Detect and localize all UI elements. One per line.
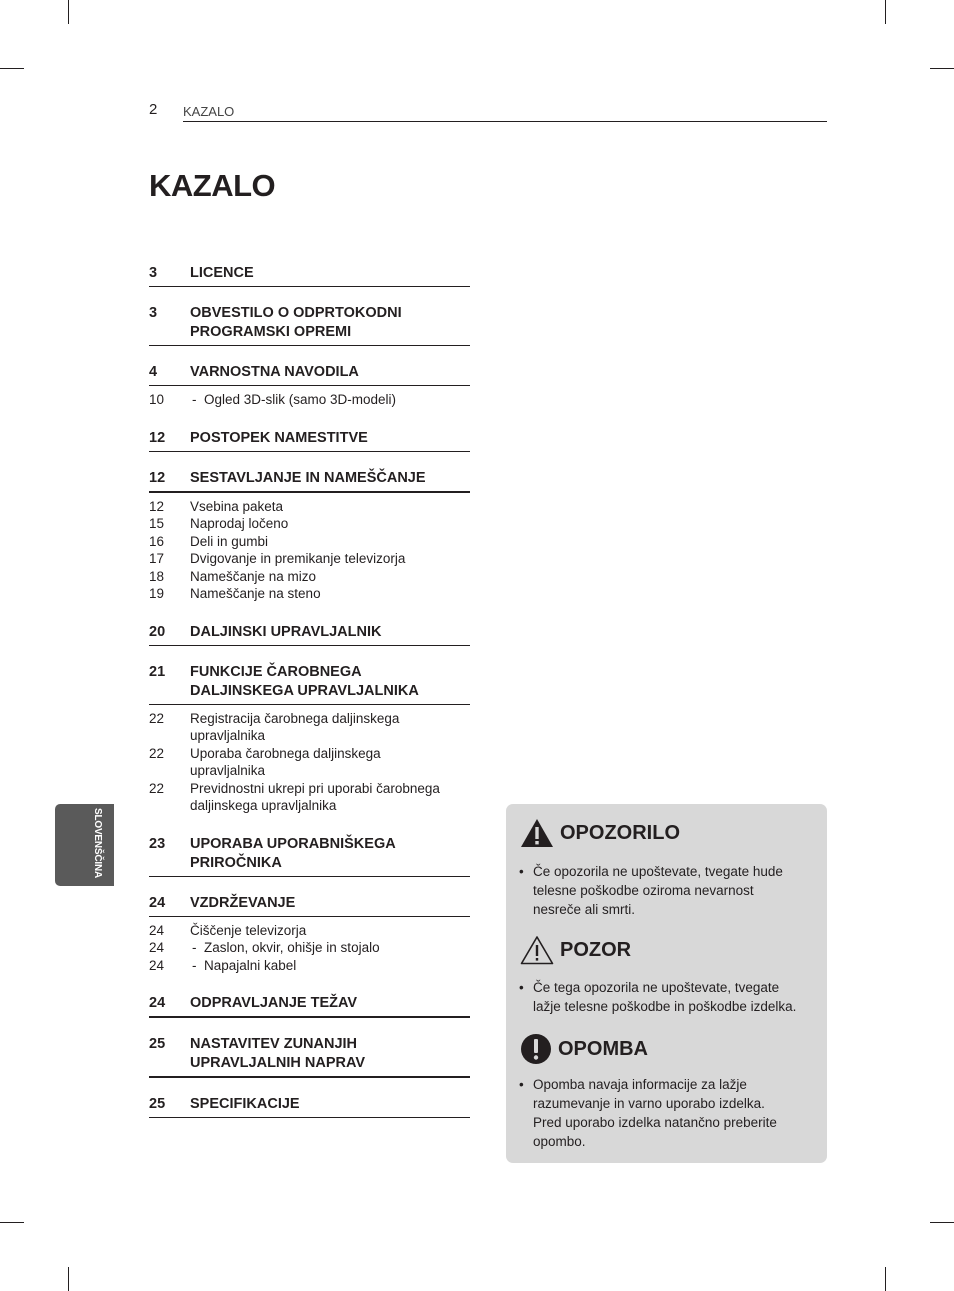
toc-label: VARNOSTNA NAVODILA — [190, 364, 359, 380]
text-line: telesne poškodbe oziroma nevarnost — [533, 883, 754, 898]
toc-label-line: Uporaba čarobnega daljinskega — [190, 745, 381, 761]
header-rule — [183, 121, 827, 122]
caution-text — [519, 978, 815, 1016]
toc-page-number: 21 — [149, 663, 166, 680]
page-number: 2 — [149, 101, 158, 118]
crop-mark — [68, 1267, 69, 1291]
toc-label — [190, 304, 470, 342]
toc-label: Deli in gumbi — [190, 533, 269, 549]
toc-label — [190, 745, 470, 780]
toc-page-number: 16 — [149, 533, 165, 549]
toc-label-line: PRIROČNIKA — [190, 854, 282, 871]
toc-label: SESTAVLJANJE IN NAMEŠČANJE — [190, 469, 426, 486]
toc-heading[interactable] — [149, 469, 470, 493]
toc-heading[interactable] — [149, 663, 470, 705]
toc-subitem[interactable] — [149, 710, 470, 745]
crop-mark — [930, 68, 954, 69]
warning-triangle-outline-icon — [520, 935, 554, 965]
note-body — [533, 1075, 777, 1151]
toc-page-number: 18 — [149, 568, 165, 584]
toc-subitem[interactable] — [149, 780, 470, 815]
toc-label: Nameščanje na steno — [190, 586, 321, 601]
toc-page-number: 10 — [149, 392, 165, 407]
toc-page-number: 24 — [149, 940, 165, 955]
toc-section[interactable] — [149, 264, 470, 287]
toc-label: SPECIFIKACIJE — [190, 1096, 300, 1112]
text-line: razumevanje in varno uporabo izdelka. — [533, 1096, 765, 1111]
toc-label-line: upravljalnika — [190, 763, 266, 778]
toc-subitem[interactable] — [149, 533, 470, 551]
warning-title: OPOZORILO — [560, 821, 680, 844]
toc-section[interactable] — [149, 994, 470, 1018]
toc-heading[interactable] — [149, 894, 470, 917]
toc-page-number: 25 — [149, 1036, 166, 1052]
note-text — [519, 1075, 815, 1151]
toc-subitem[interactable] — [149, 939, 470, 957]
toc-label-line: PROGRAMSKI OPREMI — [190, 324, 352, 340]
toc-label — [190, 710, 470, 745]
toc-section[interactable] — [149, 663, 470, 705]
toc-subitem[interactable] — [149, 550, 470, 568]
toc-page-number: 4 — [149, 364, 158, 380]
toc-heading[interactable] — [149, 1035, 470, 1078]
toc-page-number: 20 — [149, 623, 166, 640]
bullet: • — [519, 1077, 524, 1092]
toc-page-number: 12 — [149, 498, 165, 514]
language-tab-label: SLOVENŠČINA — [92, 808, 103, 879]
toc-label: POSTOPEK NAMESTITVE — [190, 429, 368, 446]
text-line: lažje telesne poškodbe in poškodbe izdelka. — [533, 999, 797, 1014]
toc-label — [190, 391, 470, 409]
toc-subitem[interactable] — [149, 391, 470, 409]
toc-heading[interactable] — [149, 429, 470, 452]
toc-label: DALJINSKI UPRAVLJALNIK — [190, 623, 382, 640]
toc-section[interactable] — [149, 623, 470, 646]
toc-subitems — [149, 498, 470, 603]
warning-body — [533, 862, 783, 919]
toc-subitem[interactable] — [149, 957, 470, 975]
warning-text — [519, 862, 815, 919]
toc-section[interactable] — [149, 1035, 470, 1078]
toc-page-number: 3 — [149, 305, 158, 321]
toc-subitems — [149, 710, 470, 815]
toc-page-number: 24 — [149, 922, 165, 938]
crop-mark — [885, 0, 886, 24]
dash-marker: - — [192, 957, 197, 973]
toc-page-number: 15 — [149, 516, 165, 531]
toc-label — [190, 957, 470, 975]
toc-label — [190, 1035, 470, 1073]
bullet: • — [519, 864, 524, 879]
toc-page-number: 24 — [149, 894, 166, 911]
toc-label — [190, 780, 470, 815]
toc-label — [190, 663, 470, 701]
toc-heading[interactable] — [149, 835, 470, 877]
toc-page-number: 25 — [149, 1096, 166, 1112]
toc-heading[interactable] — [149, 363, 470, 386]
toc-label: ODPRAVLJANJE TEŽAV — [190, 995, 358, 1011]
toc-section[interactable] — [149, 429, 470, 452]
crop-mark — [930, 1222, 954, 1223]
bullet: • — [519, 980, 524, 995]
toc-label: Čiščenje televizorja — [190, 922, 307, 938]
toc-label: LICENCE — [190, 265, 254, 281]
toc-label: VZDRŽEVANJE — [190, 894, 296, 911]
toc-page-number: 12 — [149, 469, 166, 486]
crop-mark — [885, 1267, 886, 1291]
toc-page-number: 22 — [149, 745, 165, 761]
text-line: Pred uporabo izdelka natančno preberite — [533, 1115, 777, 1130]
toc-label: Dvigovanje in premikanje televizorja — [190, 551, 406, 566]
toc-page-number: 24 — [149, 957, 165, 973]
toc-subitem[interactable] — [149, 568, 470, 586]
note-heading — [520, 1033, 648, 1065]
language-tab — [55, 804, 114, 886]
toc-page-number: 22 — [149, 710, 165, 726]
toc-label-line: Registracija čarobnega daljinskega — [190, 710, 400, 726]
table-of-contents — [149, 264, 470, 1135]
toc-label-line: UPRAVLJALNIH NAPRAV — [190, 1055, 366, 1071]
toc-label-line: DALJINSKEGA UPRAVLJALNIKA — [190, 682, 419, 699]
warning-heading — [520, 818, 680, 848]
toc-label-line: OBVESTILO O ODPRTOKODNI — [190, 305, 402, 321]
toc-label-line: upravljalnika — [190, 728, 266, 743]
toc-subitem[interactable] — [149, 745, 470, 780]
safety-notes-box — [506, 804, 827, 1163]
toc-label-line: NASTAVITEV ZUNANJIH — [190, 1036, 358, 1052]
toc-subitem[interactable] — [149, 922, 470, 940]
toc-label — [190, 939, 470, 957]
toc-section[interactable] — [149, 363, 470, 386]
crop-mark — [0, 1222, 24, 1223]
toc-label-line: UPORABA UPORABNIŠKEGA — [190, 835, 396, 852]
toc-subitem[interactable] — [149, 515, 470, 533]
toc-page-number: 23 — [149, 835, 166, 852]
toc-label-text: Zaslon, okvir, ohišje in stojalo — [204, 940, 380, 955]
toc-page-number: 24 — [149, 995, 166, 1011]
toc-page-number: 12 — [149, 429, 166, 446]
toc-section[interactable] — [149, 835, 470, 877]
toc-label-text: Napajalni kabel — [204, 957, 297, 973]
text-line: nesreče ali smrti. — [533, 902, 636, 917]
text-line: Če opozorila ne upoštevate, tvegate hude — [533, 864, 783, 879]
crop-mark — [0, 68, 24, 69]
text-line: Če tega opozorila ne upoštevate, tvegate — [533, 980, 780, 995]
toc-heading[interactable] — [149, 304, 470, 346]
toc-label — [190, 835, 470, 873]
toc-label-text: Ogled 3D-slik (samo 3D-modeli) — [204, 392, 397, 407]
running-header: KAZALO — [183, 104, 235, 119]
toc-subitems — [149, 391, 470, 409]
page-title: KAZALO — [149, 168, 276, 203]
toc-section[interactable] — [149, 469, 470, 493]
caution-heading — [520, 935, 631, 965]
toc-heading[interactable] — [149, 994, 470, 1018]
toc-subitem[interactable] — [149, 585, 470, 603]
exclamation-circle-icon — [520, 1033, 552, 1065]
toc-page-number: 17 — [149, 551, 165, 566]
toc-section[interactable] — [149, 304, 470, 346]
toc-subitems — [149, 922, 470, 975]
caution-title: POZOR — [560, 938, 632, 961]
dash-marker: - — [192, 940, 197, 955]
toc-label-line: FUNKCIJE ČAROBNEGA — [190, 663, 362, 680]
toc-label: Nameščanje na mizo — [190, 568, 317, 584]
toc-label: Vsebina paketa — [190, 498, 284, 514]
toc-heading[interactable] — [149, 264, 470, 287]
dash-marker: - — [192, 392, 197, 407]
toc-page-number: 3 — [149, 265, 158, 281]
toc-label: Naprodaj ločeno — [190, 516, 289, 531]
toc-subitem[interactable] — [149, 498, 470, 516]
crop-mark — [68, 0, 69, 24]
toc-heading[interactable] — [149, 623, 470, 646]
warning-triangle-filled-icon — [520, 818, 554, 848]
toc-section[interactable] — [149, 894, 470, 917]
text-line: Opomba navaja informacije za lažje — [533, 1077, 747, 1092]
toc-page-number: 19 — [149, 586, 165, 601]
toc-section[interactable] — [149, 1095, 470, 1118]
text-line: opombo. — [533, 1134, 586, 1149]
toc-page-number: 22 — [149, 780, 165, 796]
caution-body — [533, 978, 796, 1016]
note-title: OPOMBA — [558, 1037, 648, 1060]
toc-label-line: daljinskega upravljalnika — [190, 798, 337, 813]
toc-label-line: Previdnostni ukrepi pri uporabi čarobnega — [190, 780, 440, 796]
toc-heading[interactable] — [149, 1095, 470, 1118]
